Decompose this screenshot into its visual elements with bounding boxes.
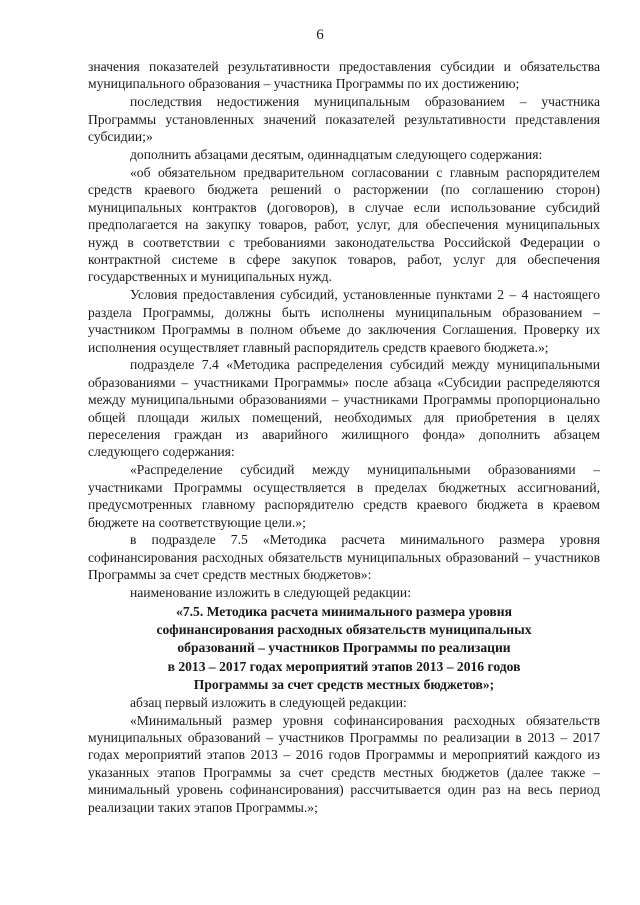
paragraph-8: в подразделе 7.5 «Методика расчета минимального размера уровня софинансирования расходных обязательств муниципальных образований – участников Программы за счет средств местных бюджетов»: (88, 532, 600, 583)
paragraph-2: последствия недостижения муниципальным образованием – участника Программы установленных значений показателей результативности представления субсидии;» (88, 94, 600, 145)
paragraph-4: «об обязательном предварительном согласовании с главным распорядителем средств краевого бюджета решений о расторжении (по соглашению сторон) муниципальных контрактов (договоров), в случае если использование субсидий предполагается на закупку товаров, работ, услуг, для обеспечения муниципальных нужд в соответствии с требованиями законодательства Российской Федерации о контрактной системе в сфере закупок товаров, работ, услуг для обеспечения государственных и муниципальных нужд. (88, 164, 600, 285)
heading-line-3: образований – участников Программы по реализации (177, 640, 511, 656)
page-number: 6 (316, 27, 324, 43)
paragraph-3: дополнить абзацами десятым, одиннадцатым следующего содержания: (130, 147, 543, 163)
paragraph-11: «Минимальный размер уровня софинансирования расходных обязательств муниципальных образований – участников Программы по реализации в 2013 – 2017 годах мероприятий этапов 2013 – 2016 годов Программы и мероприятий каждого из указанных этапов Программы за счет средств местных бюджетов (далее также – минимальный уровень софинансирования) рассчитывается один раз на весь период реализации таких этапов Программы.»; (88, 712, 600, 815)
heading-line-2: софинансирования расходных обязательств муниципальных (156, 622, 532, 637)
heading-line-5: Программы за счет средств местных бюджетов»; (193, 677, 495, 693)
document-body (88, 58, 600, 816)
section-heading (88, 603, 600, 694)
paragraph-7: «Распределение субсидий между муниципальными образованиями – участниками Программы осуществляется в пределах бюджетных ассигнований, предусмотренных главному распорядителю средств краевого бюджета в краевом бюджете на соответствующие цели.»; (88, 462, 600, 530)
heading-line-1: «7.5. Методика расчета минимального размера уровня (176, 603, 512, 619)
heading-line-4: в 2013 – 2017 годах мероприятий этапов 2013 – 2016 годов (167, 658, 521, 674)
paragraph-1: значения показателей результативности предоставления субсидии и обязательства муниципального образования – участника Программы по их достижению; (88, 59, 600, 92)
paragraph-6: подразделе 7.4 «Методика распределения субсидий между муниципальными образованиями – участниками Программы» после абзаца «Субсидии распределяются между муниципальными образованиями – участниками Программы пропорционально общей площади жилых помещений, необходимых для приобретения в целях переселения граждан из аварийного жилищного фонда» дополнить абзацем следующего содержания: (88, 357, 600, 460)
paragraph-10: абзац первый изложить в следующей редакции: (130, 694, 407, 710)
paragraph-5: Условия предоставления субсидий, установленные пунктами 2 – 4 настоящего раздела Программы, должны быть исполнены муниципальным образованием – участником Программы в полном объеме до заключения Соглашения. Проверку их исполнения осуществляет главный распорядитель средств краевого бюджета.»; (88, 287, 600, 355)
paragraph-9: наименование изложить в следующей редакции: (130, 585, 411, 601)
